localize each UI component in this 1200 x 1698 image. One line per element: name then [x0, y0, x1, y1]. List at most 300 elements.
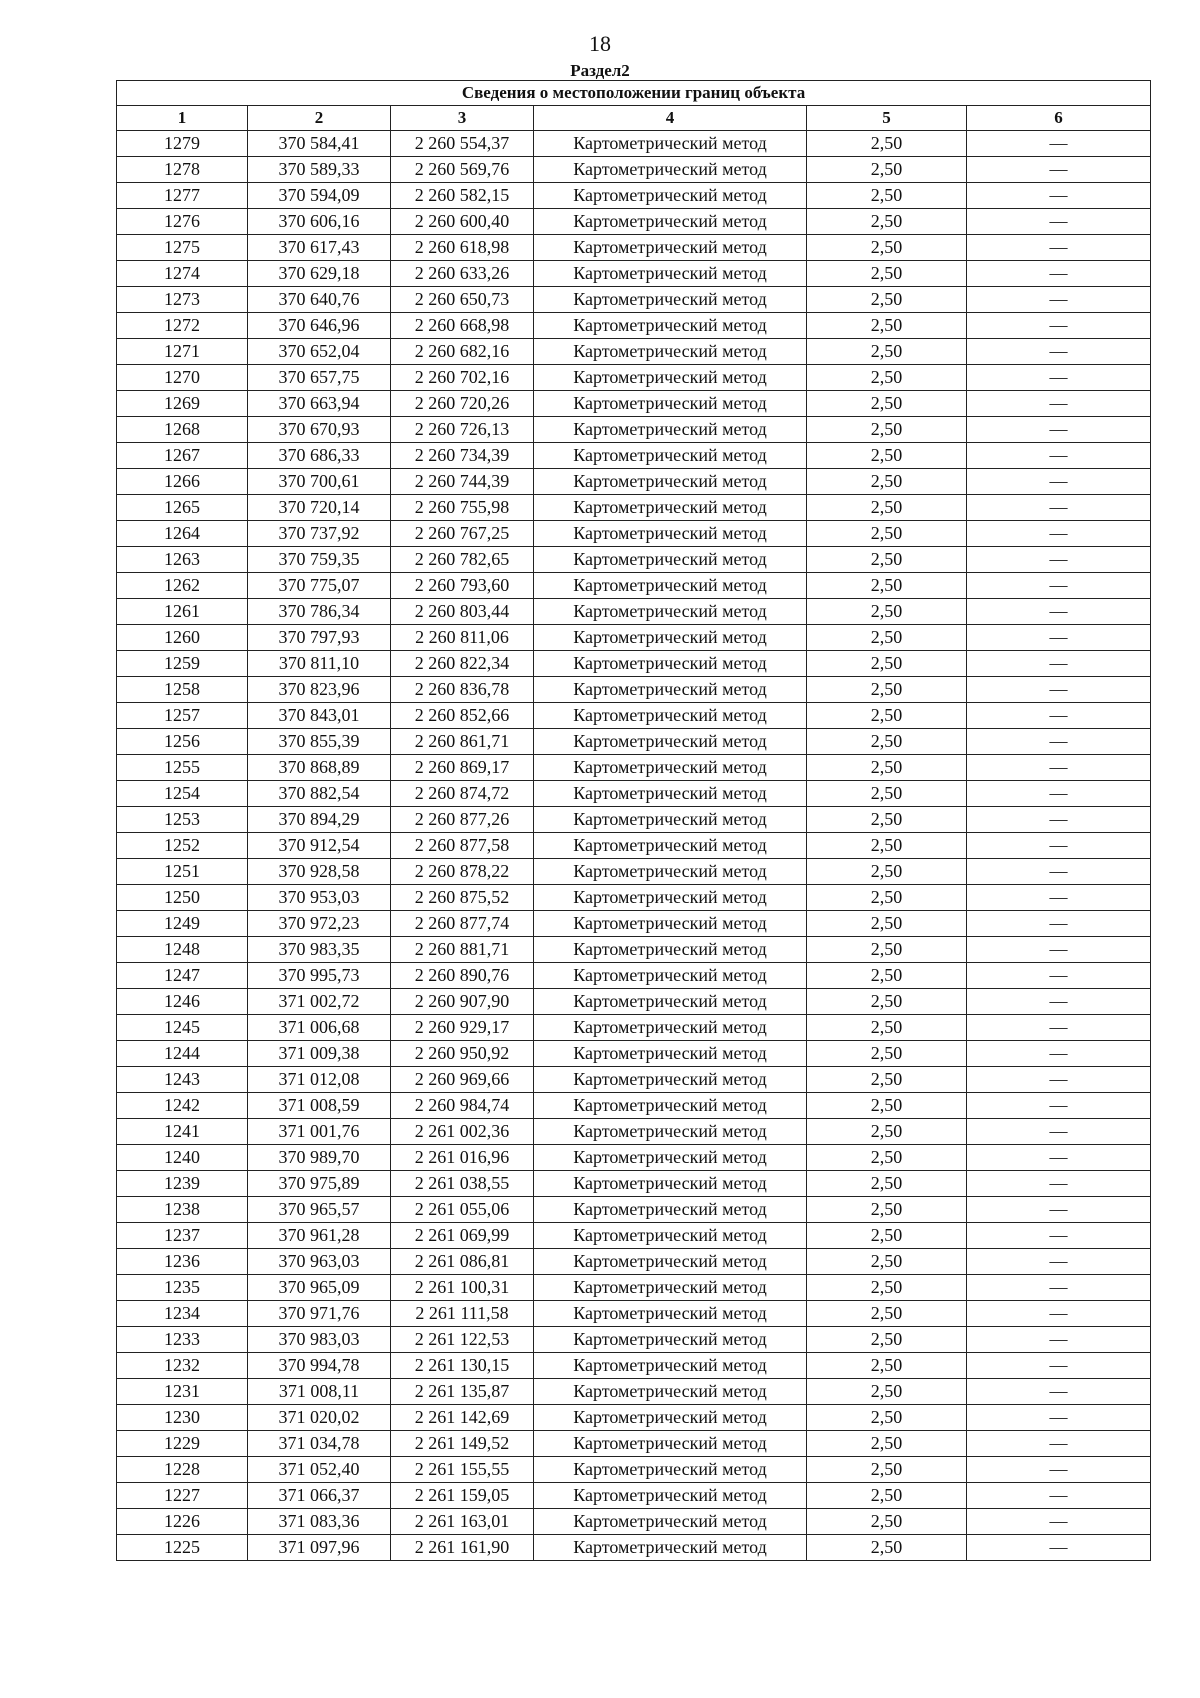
accuracy-cell: 2,50 [807, 599, 967, 625]
y-coordinate-cell: 2 260 720,26 [391, 391, 534, 417]
note-cell: — [967, 1431, 1151, 1457]
method-cell: Картометрический метод [534, 729, 807, 755]
accuracy-cell: 2,50 [807, 625, 967, 651]
x-coordinate-cell: 370 670,93 [248, 417, 391, 443]
method-cell: Картометрический метод [534, 417, 807, 443]
y-coordinate-cell: 2 260 984,74 [391, 1093, 534, 1119]
column-header: 3 [391, 106, 534, 131]
accuracy-cell: 2,50 [807, 209, 967, 235]
x-coordinate-cell: 370 971,76 [248, 1301, 391, 1327]
accuracy-cell: 2,50 [807, 131, 967, 157]
y-coordinate-cell: 2 260 929,17 [391, 1015, 534, 1041]
table-row [117, 131, 1151, 157]
note-cell: — [967, 131, 1151, 157]
x-coordinate-cell: 370 589,33 [248, 157, 391, 183]
table-row [117, 1301, 1151, 1327]
x-coordinate-cell: 370 912,54 [248, 833, 391, 859]
point-number-cell: 1276 [117, 209, 248, 235]
accuracy-cell: 2,50 [807, 1353, 967, 1379]
table-row [117, 703, 1151, 729]
accuracy-cell: 2,50 [807, 963, 967, 989]
x-coordinate-cell: 371 097,96 [248, 1535, 391, 1561]
note-cell: — [967, 521, 1151, 547]
point-number-cell: 1259 [117, 651, 248, 677]
note-cell: — [967, 1119, 1151, 1145]
point-number-cell: 1268 [117, 417, 248, 443]
method-cell: Картометрический метод [534, 443, 807, 469]
x-coordinate-cell: 370 775,07 [248, 573, 391, 599]
method-cell: Картометрический метод [534, 339, 807, 365]
method-cell: Картометрический метод [534, 885, 807, 911]
table-row [117, 1197, 1151, 1223]
note-cell: — [967, 1171, 1151, 1197]
method-cell: Картометрический метод [534, 1405, 807, 1431]
note-cell: — [967, 365, 1151, 391]
note-cell: — [967, 677, 1151, 703]
table-row [117, 1015, 1151, 1041]
method-cell: Картометрический метод [534, 677, 807, 703]
y-coordinate-cell: 2 260 767,25 [391, 521, 534, 547]
y-coordinate-cell: 2 260 969,66 [391, 1067, 534, 1093]
accuracy-cell: 2,50 [807, 183, 967, 209]
x-coordinate-cell: 370 646,96 [248, 313, 391, 339]
y-coordinate-cell: 2 260 836,78 [391, 677, 534, 703]
y-coordinate-cell: 2 261 142,69 [391, 1405, 534, 1431]
point-number-cell: 1265 [117, 495, 248, 521]
y-coordinate-cell: 2 261 086,81 [391, 1249, 534, 1275]
note-cell: — [967, 1483, 1151, 1509]
note-cell: — [967, 157, 1151, 183]
x-coordinate-cell: 370 995,73 [248, 963, 391, 989]
x-coordinate-cell: 371 008,11 [248, 1379, 391, 1405]
table-row [117, 1093, 1151, 1119]
table-row [117, 599, 1151, 625]
note-cell: — [967, 1041, 1151, 1067]
point-number-cell: 1237 [117, 1223, 248, 1249]
note-cell: — [967, 1275, 1151, 1301]
point-number-cell: 1269 [117, 391, 248, 417]
point-number-cell: 1261 [117, 599, 248, 625]
method-cell: Картометрический метод [534, 495, 807, 521]
y-coordinate-cell: 2 260 569,76 [391, 157, 534, 183]
note-cell: — [967, 391, 1151, 417]
point-number-cell: 1225 [117, 1535, 248, 1561]
point-number-cell: 1227 [117, 1483, 248, 1509]
x-coordinate-cell: 370 855,39 [248, 729, 391, 755]
y-coordinate-cell: 2 260 668,98 [391, 313, 534, 339]
accuracy-cell: 2,50 [807, 729, 967, 755]
accuracy-cell: 2,50 [807, 807, 967, 833]
accuracy-cell: 2,50 [807, 391, 967, 417]
table-row [117, 287, 1151, 313]
table-header-row [117, 106, 1151, 131]
accuracy-cell: 2,50 [807, 235, 967, 261]
accuracy-cell: 2,50 [807, 495, 967, 521]
accuracy-cell: 2,50 [807, 833, 967, 859]
table-row [117, 495, 1151, 521]
method-cell: Картометрический метод [534, 573, 807, 599]
table-row [117, 1353, 1151, 1379]
x-coordinate-cell: 370 657,75 [248, 365, 391, 391]
accuracy-cell: 2,50 [807, 1171, 967, 1197]
point-number-cell: 1256 [117, 729, 248, 755]
accuracy-cell: 2,50 [807, 1015, 967, 1041]
method-cell: Картометрический метод [534, 391, 807, 417]
x-coordinate-cell: 370 965,09 [248, 1275, 391, 1301]
method-cell: Картометрический метод [534, 963, 807, 989]
y-coordinate-cell: 2 260 726,13 [391, 417, 534, 443]
column-header: 5 [807, 106, 967, 131]
y-coordinate-cell: 2 260 877,74 [391, 911, 534, 937]
accuracy-cell: 2,50 [807, 1509, 967, 1535]
table-row [117, 391, 1151, 417]
point-number-cell: 1231 [117, 1379, 248, 1405]
accuracy-cell: 2,50 [807, 677, 967, 703]
note-cell: — [967, 1535, 1151, 1561]
note-cell: — [967, 703, 1151, 729]
x-coordinate-cell: 370 972,23 [248, 911, 391, 937]
note-cell: — [967, 1457, 1151, 1483]
table-row [117, 417, 1151, 443]
x-coordinate-cell: 370 811,10 [248, 651, 391, 677]
accuracy-cell: 2,50 [807, 1431, 967, 1457]
accuracy-cell: 2,50 [807, 911, 967, 937]
point-number-cell: 1236 [117, 1249, 248, 1275]
note-cell: — [967, 833, 1151, 859]
point-number-cell: 1239 [117, 1171, 248, 1197]
accuracy-cell: 2,50 [807, 261, 967, 287]
accuracy-cell: 2,50 [807, 755, 967, 781]
x-coordinate-cell: 370 640,76 [248, 287, 391, 313]
accuracy-cell: 2,50 [807, 339, 967, 365]
accuracy-cell: 2,50 [807, 1327, 967, 1353]
method-cell: Картометрический метод [534, 1457, 807, 1483]
point-number-cell: 1250 [117, 885, 248, 911]
point-number-cell: 1246 [117, 989, 248, 1015]
y-coordinate-cell: 2 261 002,36 [391, 1119, 534, 1145]
y-coordinate-cell: 2 260 875,52 [391, 885, 534, 911]
method-cell: Картометрический метод [534, 1509, 807, 1535]
accuracy-cell: 2,50 [807, 417, 967, 443]
x-coordinate-cell: 371 020,02 [248, 1405, 391, 1431]
method-cell: Картометрический метод [534, 651, 807, 677]
accuracy-cell: 2,50 [807, 1093, 967, 1119]
y-coordinate-cell: 2 260 877,26 [391, 807, 534, 833]
x-coordinate-cell: 370 953,03 [248, 885, 391, 911]
x-coordinate-cell: 371 034,78 [248, 1431, 391, 1457]
y-coordinate-cell: 2 260 582,15 [391, 183, 534, 209]
table-row [117, 547, 1151, 573]
method-cell: Картометрический метод [534, 261, 807, 287]
y-coordinate-cell: 2 261 163,01 [391, 1509, 534, 1535]
table-row [117, 1457, 1151, 1483]
note-cell: — [967, 1223, 1151, 1249]
method-cell: Картометрический метод [534, 599, 807, 625]
point-number-cell: 1275 [117, 235, 248, 261]
note-cell: — [967, 469, 1151, 495]
note-cell: — [967, 209, 1151, 235]
y-coordinate-cell: 2 260 877,58 [391, 833, 534, 859]
accuracy-cell: 2,50 [807, 573, 967, 599]
table-row [117, 729, 1151, 755]
method-cell: Картометрический метод [534, 235, 807, 261]
y-coordinate-cell: 2 260 702,16 [391, 365, 534, 391]
x-coordinate-cell: 370 720,14 [248, 495, 391, 521]
point-number-cell: 1262 [117, 573, 248, 599]
table-row [117, 1275, 1151, 1301]
method-cell: Картометрический метод [534, 781, 807, 807]
x-coordinate-cell: 370 994,78 [248, 1353, 391, 1379]
note-cell: — [967, 1145, 1151, 1171]
method-cell: Картометрический метод [534, 1483, 807, 1509]
accuracy-cell: 2,50 [807, 1379, 967, 1405]
x-coordinate-cell: 370 737,92 [248, 521, 391, 547]
point-number-cell: 1240 [117, 1145, 248, 1171]
table-row [117, 1041, 1151, 1067]
column-header: 2 [248, 106, 391, 131]
table-row [117, 1067, 1151, 1093]
table-row [117, 313, 1151, 339]
method-cell: Картометрический метод [534, 703, 807, 729]
table-row [117, 573, 1151, 599]
table-body [117, 131, 1151, 1561]
point-number-cell: 1238 [117, 1197, 248, 1223]
note-cell: — [967, 651, 1151, 677]
note-cell: — [967, 911, 1151, 937]
point-number-cell: 1257 [117, 703, 248, 729]
table-row [117, 521, 1151, 547]
x-coordinate-cell: 370 594,09 [248, 183, 391, 209]
point-number-cell: 1241 [117, 1119, 248, 1145]
method-cell: Картометрический метод [534, 833, 807, 859]
table-row [117, 1327, 1151, 1353]
table-row [117, 885, 1151, 911]
y-coordinate-cell: 2 260 890,76 [391, 963, 534, 989]
accuracy-cell: 2,50 [807, 703, 967, 729]
y-coordinate-cell: 2 261 135,87 [391, 1379, 534, 1405]
method-cell: Картометрический метод [534, 1275, 807, 1301]
method-cell: Картометрический метод [534, 313, 807, 339]
point-number-cell: 1264 [117, 521, 248, 547]
method-cell: Картометрический метод [534, 1249, 807, 1275]
accuracy-cell: 2,50 [807, 521, 967, 547]
method-cell: Картометрический метод [534, 1171, 807, 1197]
point-number-cell: 1254 [117, 781, 248, 807]
note-cell: — [967, 235, 1151, 261]
table-row [117, 807, 1151, 833]
point-number-cell: 1247 [117, 963, 248, 989]
note-cell: — [967, 937, 1151, 963]
note-cell: — [967, 1015, 1151, 1041]
note-cell: — [967, 1301, 1151, 1327]
x-coordinate-cell: 371 052,40 [248, 1457, 391, 1483]
y-coordinate-cell: 2 260 950,92 [391, 1041, 534, 1067]
x-coordinate-cell: 370 663,94 [248, 391, 391, 417]
note-cell: — [967, 781, 1151, 807]
table-row [117, 1483, 1151, 1509]
note-cell: — [967, 1353, 1151, 1379]
point-number-cell: 1228 [117, 1457, 248, 1483]
point-number-cell: 1260 [117, 625, 248, 651]
y-coordinate-cell: 2 260 600,40 [391, 209, 534, 235]
note-cell: — [967, 547, 1151, 573]
accuracy-cell: 2,50 [807, 1145, 967, 1171]
y-coordinate-cell: 2 260 682,16 [391, 339, 534, 365]
table-row [117, 1223, 1151, 1249]
table-row [117, 833, 1151, 859]
accuracy-cell: 2,50 [807, 365, 967, 391]
point-number-cell: 1277 [117, 183, 248, 209]
accuracy-cell: 2,50 [807, 287, 967, 313]
table-row [117, 157, 1151, 183]
x-coordinate-cell: 370 786,34 [248, 599, 391, 625]
y-coordinate-cell: 2 261 155,55 [391, 1457, 534, 1483]
column-header: 4 [534, 106, 807, 131]
method-cell: Картометрический метод [534, 1223, 807, 1249]
point-number-cell: 1273 [117, 287, 248, 313]
note-cell: — [967, 261, 1151, 287]
x-coordinate-cell: 370 843,01 [248, 703, 391, 729]
method-cell: Картометрический метод [534, 1093, 807, 1119]
point-number-cell: 1248 [117, 937, 248, 963]
method-cell: Картометрический метод [534, 989, 807, 1015]
point-number-cell: 1267 [117, 443, 248, 469]
column-header: 6 [967, 106, 1151, 131]
table-row [117, 911, 1151, 937]
table-row [117, 261, 1151, 287]
accuracy-cell: 2,50 [807, 313, 967, 339]
note-cell: — [967, 599, 1151, 625]
y-coordinate-cell: 2 260 803,44 [391, 599, 534, 625]
method-cell: Картометрический метод [534, 1431, 807, 1457]
method-cell: Картометрический метод [534, 937, 807, 963]
table-row [117, 339, 1151, 365]
x-coordinate-cell: 371 008,59 [248, 1093, 391, 1119]
accuracy-cell: 2,50 [807, 547, 967, 573]
table-row [117, 677, 1151, 703]
note-cell: — [967, 1379, 1151, 1405]
point-number-cell: 1244 [117, 1041, 248, 1067]
table-caption-row [117, 81, 1151, 106]
accuracy-cell: 2,50 [807, 1457, 967, 1483]
method-cell: Картометрический метод [534, 1145, 807, 1171]
method-cell: Картометрический метод [534, 287, 807, 313]
note-cell: — [967, 1067, 1151, 1093]
x-coordinate-cell: 370 928,58 [248, 859, 391, 885]
method-cell: Картометрический метод [534, 1067, 807, 1093]
note-cell: — [967, 1509, 1151, 1535]
point-number-cell: 1234 [117, 1301, 248, 1327]
x-coordinate-cell: 370 975,89 [248, 1171, 391, 1197]
table-row [117, 625, 1151, 651]
accuracy-cell: 2,50 [807, 651, 967, 677]
method-cell: Картометрический метод [534, 1379, 807, 1405]
x-coordinate-cell: 370 652,04 [248, 339, 391, 365]
point-number-cell: 1258 [117, 677, 248, 703]
point-number-cell: 1249 [117, 911, 248, 937]
note-cell: — [967, 1197, 1151, 1223]
y-coordinate-cell: 2 260 861,71 [391, 729, 534, 755]
table-caption: Сведения о местоположении границ объекта [117, 81, 1151, 106]
method-cell: Картометрический метод [534, 1327, 807, 1353]
note-cell: — [967, 417, 1151, 443]
y-coordinate-cell: 2 260 874,72 [391, 781, 534, 807]
table-row [117, 859, 1151, 885]
point-number-cell: 1230 [117, 1405, 248, 1431]
table-row [117, 1171, 1151, 1197]
accuracy-cell: 2,50 [807, 1249, 967, 1275]
x-coordinate-cell: 371 006,68 [248, 1015, 391, 1041]
y-coordinate-cell: 2 260 618,98 [391, 235, 534, 261]
y-coordinate-cell: 2 260 822,34 [391, 651, 534, 677]
x-coordinate-cell: 371 012,08 [248, 1067, 391, 1093]
point-number-cell: 1253 [117, 807, 248, 833]
table-row [117, 209, 1151, 235]
table-row [117, 443, 1151, 469]
table-row [117, 1145, 1151, 1171]
accuracy-cell: 2,50 [807, 443, 967, 469]
point-number-cell: 1229 [117, 1431, 248, 1457]
note-cell: — [967, 989, 1151, 1015]
note-cell: — [967, 495, 1151, 521]
y-coordinate-cell: 2 260 554,37 [391, 131, 534, 157]
y-coordinate-cell: 2 260 744,39 [391, 469, 534, 495]
table-row [117, 1119, 1151, 1145]
method-cell: Картометрический метод [534, 1353, 807, 1379]
y-coordinate-cell: 2 261 069,99 [391, 1223, 534, 1249]
y-coordinate-cell: 2 261 055,06 [391, 1197, 534, 1223]
coordinates-table [116, 80, 1151, 1561]
x-coordinate-cell: 370 868,89 [248, 755, 391, 781]
note-cell: — [967, 443, 1151, 469]
accuracy-cell: 2,50 [807, 781, 967, 807]
note-cell: — [967, 755, 1151, 781]
y-coordinate-cell: 2 260 881,71 [391, 937, 534, 963]
x-coordinate-cell: 370 882,54 [248, 781, 391, 807]
accuracy-cell: 2,50 [807, 859, 967, 885]
point-number-cell: 1235 [117, 1275, 248, 1301]
accuracy-cell: 2,50 [807, 157, 967, 183]
method-cell: Картометрический метод [534, 1301, 807, 1327]
x-coordinate-cell: 371 009,38 [248, 1041, 391, 1067]
accuracy-cell: 2,50 [807, 1041, 967, 1067]
note-cell: — [967, 1093, 1151, 1119]
accuracy-cell: 2,50 [807, 1301, 967, 1327]
y-coordinate-cell: 2 260 811,06 [391, 625, 534, 651]
point-number-cell: 1243 [117, 1067, 248, 1093]
point-number-cell: 1266 [117, 469, 248, 495]
x-coordinate-cell: 370 961,28 [248, 1223, 391, 1249]
note-cell: — [967, 339, 1151, 365]
method-cell: Картометрический метод [534, 365, 807, 391]
table-row [117, 1379, 1151, 1405]
y-coordinate-cell: 2 260 852,66 [391, 703, 534, 729]
table-row [117, 183, 1151, 209]
y-coordinate-cell: 2 260 782,65 [391, 547, 534, 573]
y-coordinate-cell: 2 261 111,58 [391, 1301, 534, 1327]
method-cell: Картометрический метод [534, 209, 807, 235]
x-coordinate-cell: 370 983,03 [248, 1327, 391, 1353]
column-header: 1 [117, 106, 248, 131]
accuracy-cell: 2,50 [807, 1223, 967, 1249]
method-cell: Картометрический метод [534, 1041, 807, 1067]
note-cell: — [967, 807, 1151, 833]
method-cell: Картометрический метод [534, 1119, 807, 1145]
x-coordinate-cell: 371 002,72 [248, 989, 391, 1015]
x-coordinate-cell: 370 963,03 [248, 1249, 391, 1275]
accuracy-cell: 2,50 [807, 1067, 967, 1093]
point-number-cell: 1272 [117, 313, 248, 339]
